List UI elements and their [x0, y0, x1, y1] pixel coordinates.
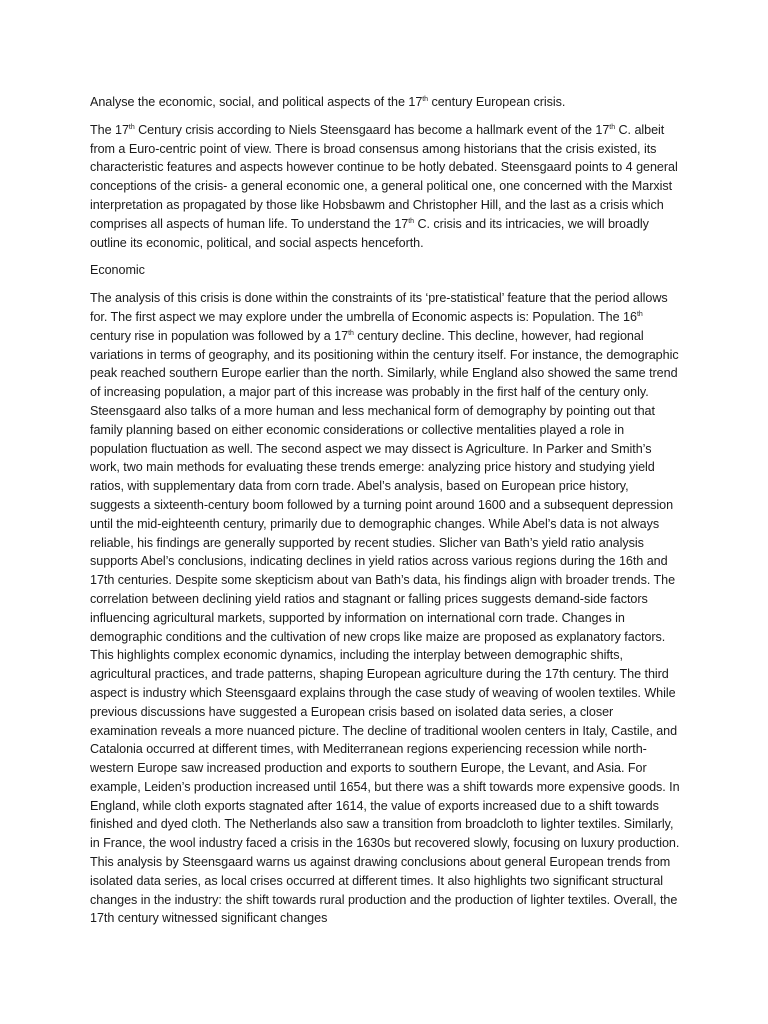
paragraph-text: Century crisis according to Niels Steensgaard has become a hallmark event of the 17: [134, 122, 610, 137]
intro-paragraph: [90, 121, 680, 253]
document-title: [90, 93, 680, 112]
superscript: th: [609, 123, 616, 131]
section-heading: Economic: [90, 263, 145, 278]
superscript: th: [636, 310, 643, 318]
paragraph-text: C. albeit from a Euro-centric point of view. There is broad consensus among historians that the crisis existed, its characteristic features and aspects however continue to be hotly debated. Steensgaard points to 4 general conceptions of the crisis- a general economic one, a general political one, one concerned with the Marxist interpretation as propagated by those like Hobsbawm and Christopher Hill, and the last as a crisis which comprises all aspects of human life. To understand the 17: [90, 122, 678, 231]
superscript: th: [408, 217, 414, 225]
paragraph-text: century rise in population was followed by a 17: [90, 328, 349, 343]
document-page: [90, 93, 680, 937]
title-text: Analyse the economic, social, and political aspects of the 17: [90, 95, 423, 109]
paragraph-text: The 17: [90, 122, 129, 137]
title-text: century European crisis.: [428, 95, 566, 109]
superscript: th: [128, 123, 135, 131]
paragraph-text: The analysis of this crisis is done within the constraints of its ‘pre-statistical’ feature that the period allows for. The first aspect we may explore under the umbrella of Economic aspects is: Population. The 16: [90, 291, 668, 324]
paragraph-text: century decline. This decline, however, had regional variations in terms of geography, and its positioning within the century itself. For instance, the demographic peak reached southern Europe earlier than the north. Similarly, while England also showed the same trend of increasing population, a major part of this increase was probably in the first half of the century only. Steensgaard also talks of a more human and less mechanical form of demography by pointing out that family planning based on either economic considerations or collective mentalities played a role in population fluctuation as well. The second aspect we may dissect is Agriculture. In Parker and Smith’s work, two main methods for evaluating these trends emerge: analyzing price history and studying yield ratios, with supplementary data from corn trade. Abel’s analysis, based on European price history, suggests a sixteenth-century boom followed by a turning point around 1600 and a subsequent depression until the mid-eighteenth century, primarily due to demographic changes. While Abel’s data is not always reliable, his findings are generally supported by recent studies. Slicher van Bath’s yield ratio analysis supports Abel’s conclusions, indicating declines in yield ratios across various regions during the 16th and 17th centuries. Despite some skepticism about van Bath’s data, his findings align with broader trends. The correlation between declining yield ratios and stagnant or falling prices suggests demand-side factors influencing agricultural markets, supported by information on international corn trade. Changes in demographic conditions and the cultivation of new crops like maize are proposed as explanatory factors. This highlights complex economic dynamics, including the interplay between demographic shifts, agricultural practices, and trade patterns, shaping European agriculture during the 17th century. The third aspect is industry which Steensgaard explains through the case study of weaving of woolen textiles. While previous discussions have suggested a European crisis based on isolated data series, a closer examination reveals a more nuanced picture. The decline of traditional woolen centers in Italy, Castile, and Catalonia occurred at different times, with Mediterranean regions experiencing recession while north-western Europe saw increased production and exports to southern Europe, the Levant, and Asia. For example, Leiden’s production increased until 1654, but there was a shift towards more expensive goods. In England, while cloth exports stagnated after 1614, the value of exports increased due to a shift towards finished and dyed cloth. The Netherlands also saw a transition from broadcloth to lighter textiles. Similarly, in France, the wool industry faced a crisis in the 1630s but recovered slowly, focusing on luxury production. This analysis by Steensgaard warns us against drawing conclusions about general European trends from isolated data series, as local crises occurred at different times. It also highlights two significant structural changes in the industry: the shift towards rural production and the production of lighter textiles. Overall, the 17th century witnessed significant changes: [90, 328, 680, 926]
economic-paragraph: [90, 289, 680, 928]
superscript: th: [422, 96, 429, 103]
superscript: th: [348, 329, 354, 337]
paragraph-text: C. crisis and its intricacies, we will broadly outline its economic, political, and social aspects henceforth.: [90, 216, 649, 250]
